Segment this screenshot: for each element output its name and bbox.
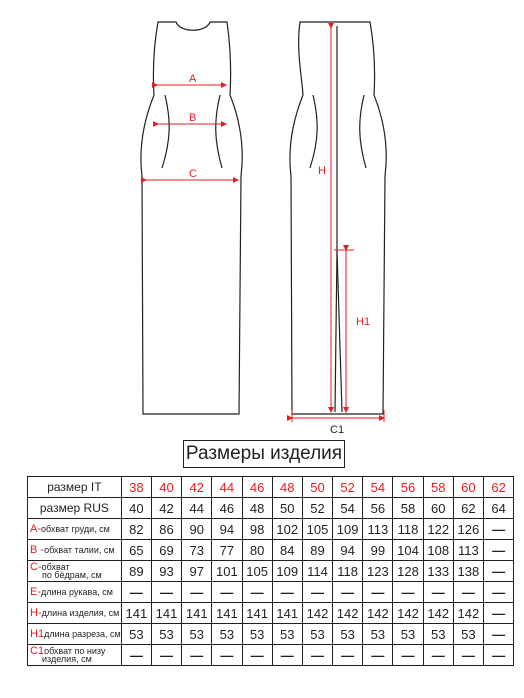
size-it-cell: 44 bbox=[212, 477, 242, 498]
value-cell: — bbox=[151, 645, 181, 666]
table-row bbox=[28, 561, 514, 582]
marker-a: A bbox=[189, 73, 197, 85]
measurement-label bbox=[28, 624, 122, 645]
value-cell: 99 bbox=[363, 540, 393, 561]
value-cell: 93 bbox=[151, 561, 181, 582]
value-cell: 122 bbox=[423, 519, 453, 540]
size-table bbox=[27, 476, 514, 666]
value-cell: — bbox=[484, 540, 514, 561]
value-cell: 105 bbox=[302, 519, 332, 540]
value-cell: 141 bbox=[212, 603, 242, 624]
measurement-name-line2: по бёдрам, см bbox=[42, 570, 102, 580]
value-cell: 113 bbox=[363, 519, 393, 540]
value-cell: 142 bbox=[302, 603, 332, 624]
value-cell: — bbox=[484, 603, 514, 624]
size-it-cell: 58 bbox=[423, 477, 453, 498]
value-cell: — bbox=[393, 582, 423, 603]
value-cell: 118 bbox=[393, 519, 423, 540]
size-it-cell: 54 bbox=[363, 477, 393, 498]
size-rus-cell: 44 bbox=[182, 498, 212, 519]
size-it-cell: 38 bbox=[121, 477, 151, 498]
value-cell: 77 bbox=[212, 540, 242, 561]
value-cell: — bbox=[423, 645, 453, 666]
value-cell: 123 bbox=[363, 561, 393, 582]
size-rus-cell: 64 bbox=[484, 498, 514, 519]
measurement-name: обхват по низу bbox=[44, 646, 106, 656]
size-it-cell: 50 bbox=[302, 477, 332, 498]
value-cell: — bbox=[272, 645, 302, 666]
value-cell: 109 bbox=[272, 561, 302, 582]
value-cell: — bbox=[182, 582, 212, 603]
value-cell: 113 bbox=[453, 540, 483, 561]
table-row bbox=[28, 645, 514, 666]
value-cell: — bbox=[453, 582, 483, 603]
size-rus-cell: 60 bbox=[423, 498, 453, 519]
value-cell: 65 bbox=[121, 540, 151, 561]
value-cell: 133 bbox=[423, 561, 453, 582]
value-cell: — bbox=[363, 645, 393, 666]
value-cell: 53 bbox=[182, 624, 212, 645]
value-cell: — bbox=[121, 645, 151, 666]
value-cell: 53 bbox=[302, 624, 332, 645]
table-row bbox=[28, 477, 514, 498]
size-it-cell: 60 bbox=[453, 477, 483, 498]
size-rus-cell: 46 bbox=[212, 498, 242, 519]
value-cell: 97 bbox=[182, 561, 212, 582]
value-cell: 141 bbox=[242, 603, 272, 624]
value-cell: — bbox=[212, 645, 242, 666]
value-cell: — bbox=[182, 645, 212, 666]
value-cell: 53 bbox=[242, 624, 272, 645]
size-rus-cell: 50 bbox=[272, 498, 302, 519]
value-cell: 94 bbox=[212, 519, 242, 540]
value-cell: 53 bbox=[453, 624, 483, 645]
value-cell: 141 bbox=[121, 603, 151, 624]
measurement-label bbox=[28, 582, 122, 603]
value-cell: 142 bbox=[453, 603, 483, 624]
value-cell: — bbox=[423, 582, 453, 603]
row-label: размер IT bbox=[28, 477, 122, 498]
table-row bbox=[28, 498, 514, 519]
value-cell: — bbox=[484, 582, 514, 603]
measurement-key: H1 bbox=[30, 628, 45, 640]
measurement-name: длина разреза, см bbox=[44, 629, 121, 639]
value-cell: 90 bbox=[182, 519, 212, 540]
measurement-key: C- bbox=[30, 561, 42, 573]
value-cell: 141 bbox=[272, 603, 302, 624]
value-cell: 69 bbox=[151, 540, 181, 561]
measurement-label bbox=[28, 519, 122, 540]
value-cell: — bbox=[242, 645, 272, 666]
value-cell: 98 bbox=[242, 519, 272, 540]
size-rus-cell: 54 bbox=[333, 498, 363, 519]
measurement-name: длина изделия, см bbox=[41, 608, 120, 618]
value-cell: 126 bbox=[453, 519, 483, 540]
size-it-cell: 48 bbox=[272, 477, 302, 498]
marker-h1: H1 bbox=[356, 316, 371, 328]
value-cell: — bbox=[484, 645, 514, 666]
value-cell: — bbox=[333, 645, 363, 666]
size-it-cell: 42 bbox=[182, 477, 212, 498]
measurement-key: A- bbox=[30, 523, 41, 535]
value-cell: 94 bbox=[333, 540, 363, 561]
value-cell: — bbox=[484, 624, 514, 645]
value-cell: 142 bbox=[393, 603, 423, 624]
measurement-label bbox=[28, 561, 122, 582]
value-cell: 142 bbox=[423, 603, 453, 624]
size-it-cell: 52 bbox=[333, 477, 363, 498]
measurement-key: H- bbox=[30, 607, 42, 619]
value-cell: — bbox=[333, 582, 363, 603]
value-cell: — bbox=[393, 645, 423, 666]
value-cell: 142 bbox=[363, 603, 393, 624]
value-cell: 53 bbox=[151, 624, 181, 645]
value-cell: 128 bbox=[393, 561, 423, 582]
size-rus-cell: 56 bbox=[363, 498, 393, 519]
measurement-label bbox=[28, 540, 122, 561]
value-cell: — bbox=[272, 582, 302, 603]
value-cell: 104 bbox=[393, 540, 423, 561]
value-cell: 53 bbox=[423, 624, 453, 645]
value-cell: 101 bbox=[212, 561, 242, 582]
size-rus-cell: 40 bbox=[121, 498, 151, 519]
value-cell: 53 bbox=[333, 624, 363, 645]
value-cell: 141 bbox=[182, 603, 212, 624]
value-cell: 105 bbox=[242, 561, 272, 582]
measurement-key: E- bbox=[30, 586, 41, 598]
value-cell: 84 bbox=[272, 540, 302, 561]
value-cell: — bbox=[121, 582, 151, 603]
measurement-label bbox=[28, 603, 122, 624]
value-cell: 109 bbox=[333, 519, 363, 540]
value-cell: 53 bbox=[212, 624, 242, 645]
value-cell: 86 bbox=[151, 519, 181, 540]
value-cell: 108 bbox=[423, 540, 453, 561]
value-cell: — bbox=[302, 645, 332, 666]
size-rus-cell: 62 bbox=[453, 498, 483, 519]
value-cell: — bbox=[453, 645, 483, 666]
value-cell: 53 bbox=[393, 624, 423, 645]
value-cell: 89 bbox=[121, 561, 151, 582]
marker-c1: C1 bbox=[330, 424, 345, 436]
value-cell: — bbox=[212, 582, 242, 603]
table-row bbox=[28, 624, 514, 645]
value-cell: 53 bbox=[121, 624, 151, 645]
size-it-cell: 56 bbox=[393, 477, 423, 498]
value-cell: — bbox=[242, 582, 272, 603]
value-cell: 53 bbox=[363, 624, 393, 645]
size-rus-cell: 42 bbox=[151, 498, 181, 519]
value-cell: 53 bbox=[272, 624, 302, 645]
value-cell: — bbox=[363, 582, 393, 603]
measurement-name-line2: изделия, см bbox=[42, 654, 92, 664]
size-rus-cell: 48 bbox=[242, 498, 272, 519]
size-it-cell: 40 bbox=[151, 477, 181, 498]
page-title: Размеры изделия bbox=[183, 440, 345, 468]
value-cell: 102 bbox=[272, 519, 302, 540]
size-it-cell: 46 bbox=[242, 477, 272, 498]
value-cell: 141 bbox=[151, 603, 181, 624]
measurement-name: обхват груди, см bbox=[41, 524, 110, 534]
value-cell: 118 bbox=[333, 561, 363, 582]
measurement-key: C1 bbox=[30, 645, 45, 657]
marker-b: B bbox=[189, 112, 197, 124]
measurement-name: обхват талии, см bbox=[44, 545, 115, 555]
value-cell: 73 bbox=[182, 540, 212, 561]
measurement-name: длина рукава, см bbox=[41, 587, 113, 597]
table-row bbox=[28, 603, 514, 624]
value-cell: 138 bbox=[453, 561, 483, 582]
value-cell: 89 bbox=[302, 540, 332, 561]
value-cell: 142 bbox=[333, 603, 363, 624]
table-row bbox=[28, 519, 514, 540]
value-cell: — bbox=[151, 582, 181, 603]
value-cell: — bbox=[484, 561, 514, 582]
value-cell: 80 bbox=[242, 540, 272, 561]
value-cell: 82 bbox=[121, 519, 151, 540]
measurement-name: обхват bbox=[41, 562, 70, 572]
marker-h: H bbox=[318, 165, 326, 177]
measurement-key: B - bbox=[30, 544, 45, 556]
size-rus-cell: 58 bbox=[393, 498, 423, 519]
table-row bbox=[28, 540, 514, 561]
value-cell: — bbox=[484, 519, 514, 540]
value-cell: — bbox=[302, 582, 332, 603]
marker-c: C bbox=[189, 168, 197, 180]
measurement-label bbox=[28, 645, 122, 666]
size-it-cell: 62 bbox=[484, 477, 514, 498]
size-rus-cell: 52 bbox=[302, 498, 332, 519]
dress-back-view bbox=[290, 22, 386, 414]
front-measure-lines bbox=[146, 85, 238, 180]
table-row bbox=[28, 582, 514, 603]
value-cell: 114 bbox=[302, 561, 332, 582]
row-label: размер RUS bbox=[28, 498, 122, 519]
back-measure-lines bbox=[292, 28, 384, 422]
